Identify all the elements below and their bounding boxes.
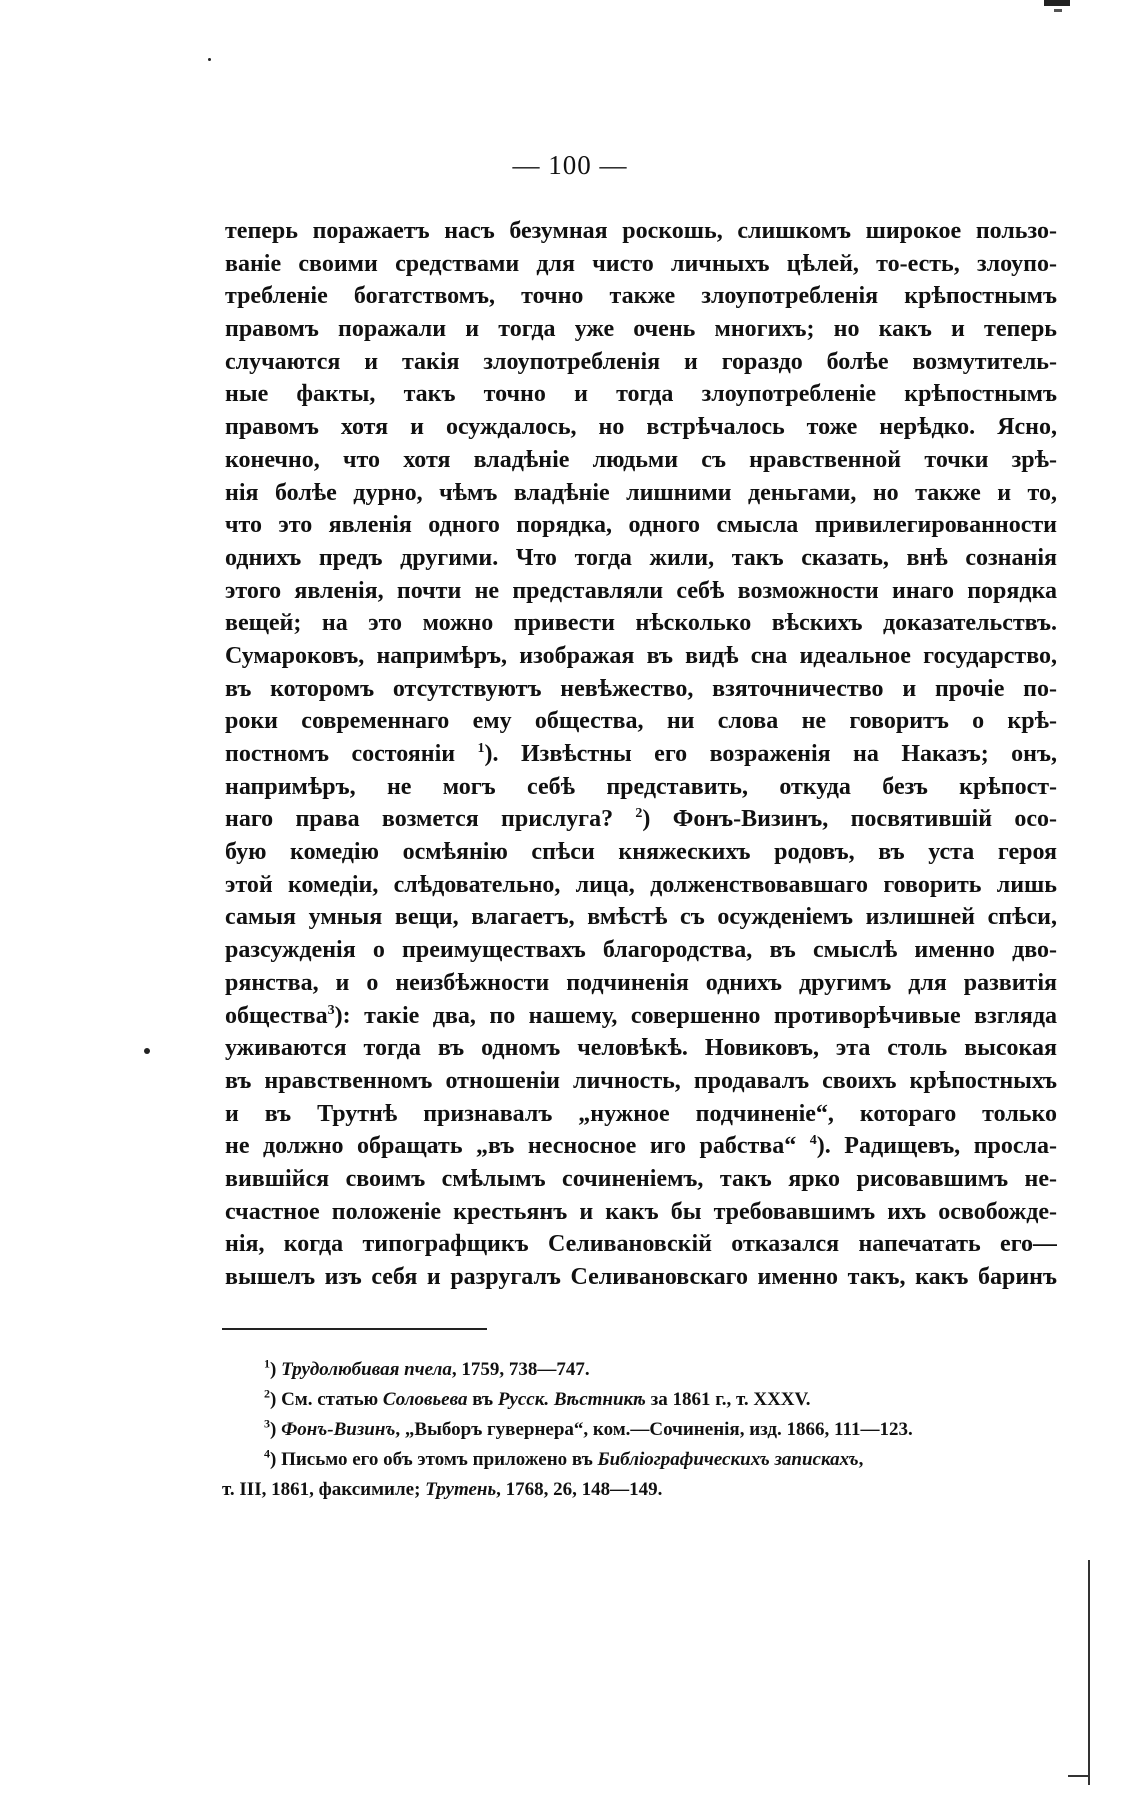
footnote-author: Соловьева: [382, 1389, 468, 1410]
footnote-journal: Библіографическихъ запискахъ: [597, 1449, 859, 1470]
footnote-4: $^4$) Письмо его объ этомъ приложено въ Библіографическихъ запискахъ,: [264, 1446, 864, 1470]
text-line: рянства, и о неизбѣжности подчиненія однихъ другимъ для развитія: [225, 969, 1057, 996]
scan-artifact-margin-line: [1088, 1560, 1090, 1785]
footnote-mark: 4: [264, 1446, 270, 1461]
scan-artifact-speck: [208, 58, 211, 61]
text-segment: не должно обращать „въ несносное иго рабства“: [225, 1133, 810, 1160]
text-line: и въ Трутнѣ признавалъ „нужное подчиненіе“, котораго только: [225, 1100, 1057, 1127]
text-line: правомъ поражали и тогда уже очень многихъ; но какъ и теперь: [225, 316, 1057, 343]
text-line: вившійся своимъ смѣлымъ сочиненіемъ, такъ ярко рисовавшимъ не-: [225, 1165, 1057, 1192]
text-line: въ которомъ отсутствуютъ невѣжество, взяточничество и прочіе по-: [225, 675, 1057, 702]
text-line: роки современнаго ему общества, ни слова не говоритъ о крѣ-: [225, 708, 1057, 735]
text-line: однихъ предъ другими. Что тогда жили, такъ сказать, внѣ сознанія: [225, 544, 1057, 571]
footnote-2: $^2$) См. статью Соловьева въ Русск. Вѣстникѣ за 1861 г., т. XXXV.: [264, 1386, 811, 1410]
footnote-text: въ: [467, 1389, 498, 1410]
text-line: Сумароковъ, напримѣръ, изображая въ видѣ сна идеальное государство,: [225, 642, 1057, 669]
footnote-author: Фонъ-Визинъ: [281, 1419, 396, 1440]
text-line: [225, 1000, 1057, 1033]
footnote-ref: 3: [327, 1002, 335, 1018]
text-line: ные факты, такъ точно и тогда злоупотребленіе крѣпостнымъ: [225, 381, 1057, 408]
footnote-4-continued: [222, 1475, 1057, 1505]
footnote-text: за 1861 г., т. XXXV.: [645, 1389, 811, 1410]
footnote-title: Трутень: [425, 1479, 497, 1500]
body-text: [225, 215, 1057, 1294]
text-line: случаются и такія злоупотребленія и гораздо болѣе возмутитель-: [225, 348, 1057, 375]
text-line: бую комедію осмѣянію спѣси княжескихъ родовъ, въ уста героя: [225, 839, 1057, 866]
text-segment: ) Фонъ-Визинъ, посвятившій осо-: [642, 806, 1057, 833]
footnote-text: т. III, 1861, факсимиле;: [222, 1479, 426, 1500]
text-line: теперь поражаетъ насъ безумная роскошь, слишкомъ широкое пользо-: [225, 218, 1057, 244]
text-line: напримѣръ, не могъ себѣ представить, откуда безъ крѣпост-: [225, 773, 1057, 800]
scan-artifact-top: [1044, 0, 1070, 6]
footnote-title: Трудолюбивая пчела: [281, 1359, 452, 1380]
text-line: [225, 803, 1057, 836]
footnote-divider: [222, 1328, 487, 1330]
footnote-text: , 1768, 26, 148—149.: [496, 1479, 663, 1500]
footnote-mark: 2: [264, 1386, 270, 1401]
text-segment: постномъ состояніи: [225, 741, 478, 767]
footnote-ref: 2: [635, 806, 643, 822]
text-line: самыя умныя вещи, влагаетъ, вмѣстѣ съ осужденіемъ излишней спѣси,: [225, 904, 1057, 931]
footnote-3: $^3$) Фонъ-Визинъ, „Выборъ гувернера“, ком.—Сочиненія, изд. 1866, 111—123.: [264, 1416, 913, 1440]
footnote-text: ,: [858, 1449, 864, 1470]
text-line: [225, 738, 1057, 771]
footnote-text: , „Выборъ гувернера“, ком.—Сочиненія, изд. 1866, 111—123.: [395, 1419, 913, 1440]
footnote-text: , 1759, 738—747.: [451, 1359, 590, 1380]
text-line: въ нравственномъ отношеніи личность, продавалъ своихъ крѣпостныхъ: [225, 1067, 1057, 1094]
footnote-text: См. статью: [281, 1389, 383, 1410]
text-segment: ): такіе два, по нашему, совершенно противорѣчивые взгляда: [334, 1002, 1057, 1029]
text-line: разсужденія о преимуществахъ благородства, въ смыслѣ именно дво-: [225, 937, 1057, 964]
scan-artifact-top-small: [1054, 9, 1062, 12]
scan-artifact-margin-foot: [1068, 1775, 1090, 1777]
text-line: требленіе богатствомъ, точно также злоупотребленія крѣпостнымъ: [225, 283, 1057, 310]
text-line: вещей; на это можно привести нѣсколько вѣскихъ доказательствъ.: [225, 610, 1057, 637]
page-number: — 100 —: [512, 150, 628, 180]
scan-artifact-dot: [144, 1048, 150, 1054]
text-line: что это явленія одного порядка, одного смысла привилегированности: [225, 512, 1057, 539]
text-line: нія болѣе дурно, чѣмъ владѣніе лишними деньгами, но также и то,: [225, 479, 1057, 506]
text-line: конечно, что хотя владѣніе людьми съ нравственной точки зрѣ-: [225, 446, 1057, 473]
text-segment: наго права возмется прислуга?: [225, 806, 636, 833]
footnote-mark: 3: [264, 1416, 270, 1431]
footnote-ref: 4: [809, 1133, 817, 1149]
text-line: [225, 1130, 1057, 1163]
footnote-mark: 1: [264, 1356, 270, 1371]
text-line: ваніе своими средствами для чисто личныхъ цѣлей, то-есть, злоупо-: [225, 250, 1057, 277]
text-line: нія, когда типографщикъ Селивановскій отказался напечатать его—: [225, 1231, 1057, 1258]
text-line: этого явленія, почти не представляли себѣ возможности инаго порядка: [225, 577, 1057, 604]
text-segment: общества: [225, 1002, 328, 1029]
footnote-ref: 1: [477, 741, 485, 756]
text-line: вышелъ изъ себя и разругалъ Селивановскаго именно такъ, какъ баринъ: [225, 1264, 1057, 1290]
text-line: счастное положеніе крестьянъ и какъ бы требовавшимъ ихъ освобожде-: [225, 1198, 1057, 1225]
text-segment: ). Извѣстны его возраженія на Наказъ; онъ,: [484, 741, 1057, 767]
text-line: правомъ хотя и осуждалось, но встрѣчалось тоже нерѣдко. Ясно,: [225, 414, 1057, 441]
footnotes: [222, 1355, 1057, 1505]
text-segment: ). Радищевъ, просла-: [816, 1133, 1057, 1160]
footnote-text: Письмо его объ этомъ приложено въ: [281, 1449, 598, 1470]
footnote-journal: Русск. Вѣстникѣ: [497, 1389, 646, 1410]
text-line: этой комедіи, слѣдовательно, лица, долженствовавшаго говорить лишь: [225, 871, 1057, 898]
footnote-1: $^1$) Трудолюбивая пчела, 1759, 738—747.: [264, 1356, 590, 1380]
text-line: уживаются тогда въ одномъ человѣкѣ. Новиковъ, эта столь высокая: [225, 1035, 1057, 1062]
